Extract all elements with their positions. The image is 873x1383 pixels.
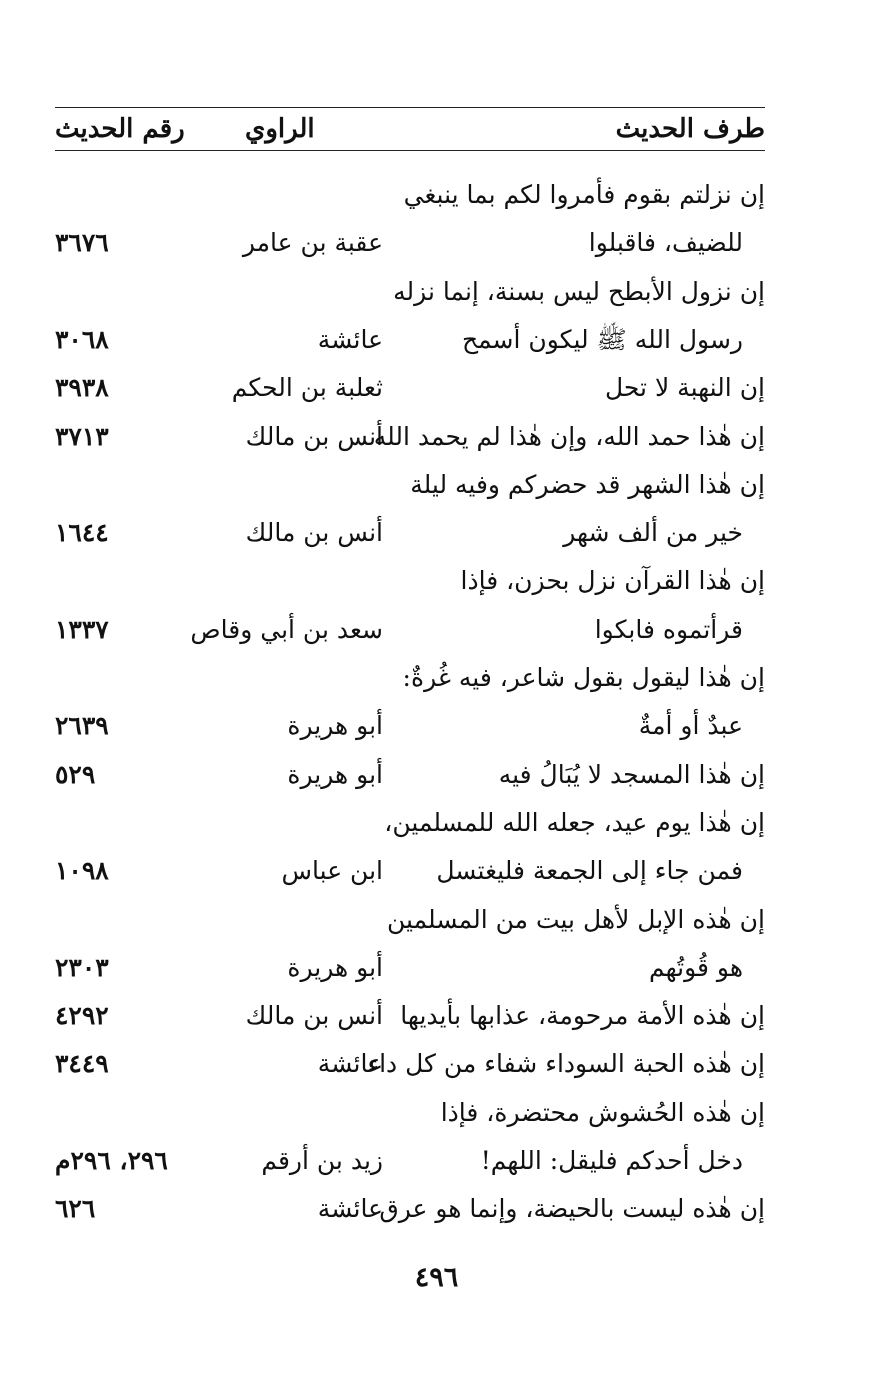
hadith-text-line: دخل أحدكم فليقل: اللهم! xyxy=(480,1146,743,1175)
hadith-text-line: خير من ألف شهر xyxy=(563,518,743,548)
narrator-name: ابن عباس xyxy=(281,856,383,886)
hadith-text-line: إن هٰذا القرآن نزل بحزن، فإذا xyxy=(460,566,765,596)
narrator-name: أنس بن مالك xyxy=(245,518,383,548)
narrator-name: ثعلبة بن الحكم xyxy=(231,373,383,403)
narrator-name: أبو هريرة xyxy=(287,759,383,789)
narrator-name: أنس بن مالك xyxy=(245,1001,383,1031)
hadith-text-line: قرأتموه فابكوا xyxy=(594,614,743,644)
header-rule xyxy=(55,150,765,151)
hadith-text-line: إن نزول الأبطح ليس بسنة، إنما نزله xyxy=(393,276,765,306)
top-rule xyxy=(55,107,765,108)
hadith-text-line: إن هٰذه ليست بالحيضة، وإنما هو عرق xyxy=(379,1194,765,1224)
hadith-number: ٤٢٩٢ xyxy=(55,1001,109,1031)
hadith-number: ٦٢٦ xyxy=(55,1194,96,1224)
hadith-number: ٣٠٦٨ xyxy=(55,324,109,354)
hadith-text-line: هو قُوتُهم xyxy=(648,952,743,982)
hadith-text-line: إن هٰذا حمد الله، وإن هٰذا لم يحمد الله xyxy=(373,421,765,451)
hadith-text-line: للضيف، فاقبلوا xyxy=(588,228,743,258)
hadith-number: ٢٣٠٣ xyxy=(55,952,109,982)
column-header-hadith: طرف الحديث xyxy=(615,114,765,144)
hadith-text-line: فمن جاء إلى الجمعة فليغتسل xyxy=(436,856,743,886)
page-number: ٤٩٦ xyxy=(414,1262,459,1293)
hadith-text-line: إن هٰذا المسجد لا يُبَالُ فيه xyxy=(498,759,765,789)
hadith-number: ٣٦٧٦ xyxy=(55,228,109,258)
narrator-name: أنس بن مالك xyxy=(245,421,383,451)
column-header-narrator: الراوي xyxy=(245,114,315,144)
hadith-text-line: إن هٰذا ليقول بقول شاعر، فيه غُرةٌ: xyxy=(402,663,765,692)
hadith-number: ٥٢٩ xyxy=(55,759,96,789)
hadith-text-line: رسول الله ﷺ ليكون أسمح xyxy=(461,324,743,354)
hadith-number: ٢٩٦، ٢٩٦م xyxy=(55,1146,168,1175)
hadith-text-line: إن هٰذه الأمة مرحومة، عذابها بأيديها xyxy=(400,1001,765,1031)
hadith-text-line: إن هٰذه الإبل لأهل بيت من المسلمين xyxy=(387,904,765,934)
hadith-number: ٣٧١٣ xyxy=(55,421,109,451)
narrator-name: عائشة xyxy=(317,324,383,354)
hadith-number: ١٦٤٤ xyxy=(55,518,109,548)
hadith-text-line: إن هٰذا الشهر قد حضركم وفيه ليلة xyxy=(410,469,765,499)
column-header-number: رقم الحديث xyxy=(55,114,185,144)
hadith-text-line: إن هٰذه الحُشوش محتضرة، فإذا xyxy=(440,1097,765,1127)
narrator-name: عائشة xyxy=(317,1049,383,1079)
narrator-name: عائشة xyxy=(317,1194,383,1224)
hadith-number: ٢٦٣٩ xyxy=(55,711,109,741)
narrator-name: أبو هريرة xyxy=(287,711,383,741)
hadith-text-line: إن هٰذه الحبة السوداء شفاء من كل داء xyxy=(367,1049,765,1079)
hadith-number: ١٣٣٧ xyxy=(55,614,109,644)
hadith-number: ٣٩٣٨ xyxy=(55,373,109,403)
hadith-number: ١٠٩٨ xyxy=(55,856,109,886)
narrator-name: زيد بن أرقم xyxy=(261,1146,383,1175)
hadith-text-line: إن هٰذا يوم عيد، جعله الله للمسلمين، xyxy=(384,807,765,837)
narrator-name: سعد بن أبي وقاص xyxy=(190,614,383,644)
hadith-text-line: إن النهبة لا تحل xyxy=(604,373,765,403)
hadith-number: ٣٤٤٩ xyxy=(55,1049,109,1079)
hadith-text-line: عبدٌ أو أمةٌ xyxy=(638,711,743,741)
narrator-name: عقبة بن عامر xyxy=(242,228,383,258)
narrator-name: أبو هريرة xyxy=(287,952,383,982)
hadith-text-line: إن نزلتم بقوم فأمروا لكم بما ينبغي xyxy=(403,180,765,209)
